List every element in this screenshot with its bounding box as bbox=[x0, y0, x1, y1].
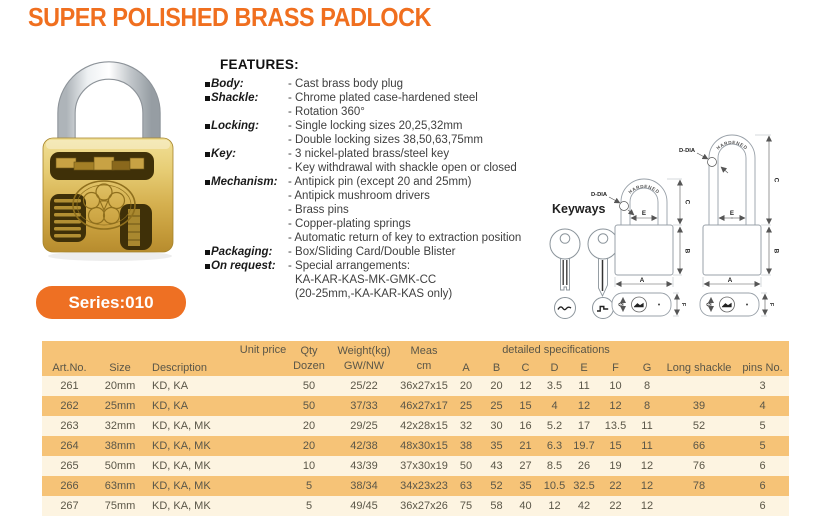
cell-g: 12 bbox=[640, 460, 654, 472]
feature-values bbox=[288, 245, 543, 259]
key-icon bbox=[588, 229, 618, 296]
padlock-bottom-view bbox=[612, 293, 686, 316]
cell-a: 32 bbox=[459, 420, 473, 432]
cell-c: 35 bbox=[519, 480, 532, 492]
feature-item bbox=[198, 175, 543, 245]
padlock-bottom-view bbox=[700, 293, 774, 316]
cell-meas: 36x27x15 bbox=[400, 380, 448, 392]
cell-meas: 48x30x15 bbox=[400, 440, 448, 452]
cell-size: 38mm bbox=[104, 440, 136, 452]
cell-d: 8.5 bbox=[546, 460, 563, 472]
cell-c: 21 bbox=[519, 440, 532, 452]
dim-c-label: C bbox=[683, 199, 691, 205]
cell-description: KD, KA, MK bbox=[152, 480, 211, 492]
dim-g-label: G bbox=[704, 302, 711, 307]
feature-item bbox=[198, 91, 543, 119]
cell-description: KD, KA bbox=[152, 380, 189, 392]
feature-item bbox=[198, 77, 543, 91]
cell-pins-no: 3 bbox=[759, 380, 766, 392]
feature-values bbox=[288, 77, 543, 91]
feature-value: - Rotation 360° bbox=[288, 106, 365, 118]
cell-weight: 42/38 bbox=[350, 440, 378, 452]
cell-c: 16 bbox=[519, 420, 532, 432]
cell-e: 32.5 bbox=[573, 480, 595, 492]
d-dia-label: D-DIA bbox=[679, 148, 696, 154]
cell-description: KD, KA bbox=[152, 400, 189, 412]
dimension-diagram-icon bbox=[535, 105, 810, 330]
spec-table bbox=[42, 341, 789, 516]
features-heading: FEATURES: bbox=[220, 57, 299, 72]
cell-g: 8 bbox=[643, 380, 651, 392]
cell-unit-price bbox=[238, 476, 288, 496]
dim-f-label: F bbox=[768, 302, 774, 307]
keyways-label: Keyways bbox=[552, 202, 606, 216]
bullet-square-icon bbox=[205, 250, 210, 255]
feature-value: - 3 nickel-plated brass/steel key bbox=[288, 148, 450, 160]
meas-line2: cm bbox=[416, 360, 432, 372]
cell-e: 26 bbox=[577, 460, 591, 472]
cell-g: 11 bbox=[641, 440, 653, 452]
cell-long-shackle: 39 bbox=[692, 400, 706, 412]
col-header-meas bbox=[398, 341, 450, 376]
col-header-unit-price: Unit price bbox=[239, 344, 287, 356]
qty-line2: Dozen bbox=[293, 360, 325, 372]
cell-a: 25 bbox=[459, 400, 473, 412]
cell-pins-no: 4 bbox=[759, 400, 766, 412]
table-row bbox=[42, 436, 789, 456]
cell-size: 63mm bbox=[104, 480, 136, 492]
cell-qty: 50 bbox=[302, 400, 316, 412]
cell-weight: 37/33 bbox=[350, 400, 378, 412]
feature-value: - Brass pins bbox=[288, 204, 349, 216]
cell-description: KD, KA, MK bbox=[152, 460, 211, 472]
col-header-f: F bbox=[612, 362, 619, 374]
cell-f: 13.5 bbox=[604, 420, 627, 432]
col-header-qty bbox=[288, 341, 330, 376]
cell-g: 12 bbox=[640, 500, 654, 512]
dim-b-label: B bbox=[683, 248, 691, 254]
feature-value: - Key withdrawal with shackle open or closed bbox=[288, 162, 517, 174]
feature-label: Locking: bbox=[211, 120, 259, 132]
col-header-detailed-specs: detailed specifications bbox=[502, 344, 610, 356]
feature-value: - Double locking sizes 38,50,63,75mm bbox=[288, 134, 483, 146]
cell-long-shackle bbox=[662, 376, 736, 396]
cell-d: 10.5 bbox=[543, 480, 566, 492]
feature-item bbox=[198, 147, 543, 175]
padlock-photo-icon bbox=[30, 58, 215, 283]
spec-table-header bbox=[42, 341, 789, 376]
cell-unit-price bbox=[238, 436, 288, 456]
cell-art-no: 266 bbox=[60, 480, 79, 492]
cell-description: KD, KA, MK bbox=[152, 500, 211, 512]
dim-a-label: A bbox=[639, 277, 645, 284]
cell-long-shackle: 76 bbox=[692, 460, 706, 472]
cell-qty: 5 bbox=[305, 480, 313, 492]
cell-e: 11 bbox=[578, 380, 590, 392]
cell-b: 30 bbox=[490, 420, 503, 432]
cell-g: 11 bbox=[641, 420, 653, 432]
meas-line1: Meas bbox=[410, 345, 438, 357]
cell-f: 10 bbox=[609, 380, 622, 392]
cell-meas: 36x27x26 bbox=[400, 500, 448, 512]
feature-values bbox=[288, 259, 543, 301]
cell-g: 8 bbox=[643, 400, 651, 412]
feature-value: - Cast brass body plug bbox=[288, 78, 404, 90]
dim-f-label: F bbox=[680, 302, 686, 307]
cell-long-shackle: 52 bbox=[692, 420, 706, 432]
feature-values bbox=[288, 147, 543, 175]
dim-b-label: B bbox=[772, 248, 780, 254]
cell-description: KD, KA, MK bbox=[152, 440, 211, 452]
cell-art-no: 263 bbox=[60, 420, 79, 432]
cell-b: 52 bbox=[490, 480, 503, 492]
cell-unit-price bbox=[238, 376, 288, 396]
cell-b: 58 bbox=[490, 500, 503, 512]
col-header-d: D bbox=[550, 362, 559, 374]
feature-label: Key: bbox=[211, 148, 236, 160]
table-row bbox=[42, 396, 789, 416]
padlock-outline-long bbox=[679, 135, 780, 287]
col-header-a: A bbox=[462, 362, 470, 374]
d-dia-label: D-DIA bbox=[591, 192, 608, 198]
cell-a: 38 bbox=[459, 440, 473, 452]
cell-c: 15 bbox=[519, 400, 532, 412]
cell-weight: 43/39 bbox=[350, 460, 378, 472]
cell-weight: 49/45 bbox=[350, 500, 378, 512]
cell-d: 3.5 bbox=[546, 380, 563, 392]
cell-meas: 37x30x19 bbox=[400, 460, 448, 472]
dim-e-label: E bbox=[641, 210, 647, 217]
cell-description: KD, KA, MK bbox=[152, 420, 211, 432]
key-icon bbox=[550, 229, 580, 290]
cell-c: 40 bbox=[519, 500, 532, 512]
cell-a: 20 bbox=[459, 380, 473, 392]
feature-label: Shackle: bbox=[211, 92, 259, 104]
weight-line2: GW/NW bbox=[343, 360, 385, 372]
bullet-square-icon bbox=[205, 82, 210, 87]
col-header-art-no: Art.No. bbox=[52, 362, 87, 374]
cell-c: 27 bbox=[519, 460, 532, 472]
cell-long-shackle: 66 bbox=[692, 440, 706, 452]
page-title: SUPER POLISHED BRASS PADLOCK bbox=[28, 2, 432, 32]
feature-item bbox=[198, 259, 543, 301]
cell-art-no: 265 bbox=[60, 460, 79, 472]
feature-label: Body: bbox=[211, 78, 244, 90]
spec-table-body bbox=[42, 376, 789, 516]
cell-qty: 20 bbox=[302, 440, 316, 452]
feature-value: - Automatic return of key to extraction position bbox=[288, 232, 522, 244]
table-row bbox=[42, 496, 789, 516]
feature-label: Mechanism: bbox=[211, 176, 278, 188]
cell-b: 43 bbox=[490, 460, 503, 472]
cell-f: 12 bbox=[609, 400, 622, 412]
cell-qty: 10 bbox=[302, 460, 316, 472]
col-header-c: C bbox=[521, 362, 530, 374]
col-header-pins-no: pins No. bbox=[742, 362, 783, 374]
feature-item bbox=[198, 119, 543, 147]
cell-pins-no: 6 bbox=[759, 500, 766, 512]
cell-e: 17 bbox=[577, 420, 591, 432]
cell-d: 5.2 bbox=[546, 420, 563, 432]
cell-qty: 50 bbox=[302, 380, 316, 392]
cell-meas: 42x28x15 bbox=[400, 420, 448, 432]
bullet-square-icon bbox=[205, 124, 210, 129]
cell-f: 15 bbox=[609, 440, 622, 452]
cell-size: 75mm bbox=[104, 500, 136, 512]
dim-e-label: E bbox=[729, 210, 735, 217]
cell-art-no: 264 bbox=[60, 440, 79, 452]
bullet-square-icon bbox=[205, 96, 210, 101]
cell-pins-no: 5 bbox=[759, 420, 766, 432]
dimension-diagram bbox=[535, 105, 810, 335]
col-header-g: G bbox=[642, 362, 652, 374]
cell-unit-price bbox=[238, 416, 288, 436]
feature-value: - Special arrangements: bbox=[288, 260, 411, 272]
cell-c: 12 bbox=[519, 380, 532, 392]
feature-value: - Antipick pin (except 20 and 25mm) bbox=[288, 176, 472, 188]
bullet-square-icon bbox=[205, 180, 210, 185]
cell-size: 20mm bbox=[104, 380, 136, 392]
col-header-description: Description bbox=[152, 362, 208, 374]
cell-art-no: 261 bbox=[60, 380, 79, 392]
cell-size: 50mm bbox=[104, 460, 136, 472]
table-row bbox=[42, 376, 789, 396]
cell-weight: 38/34 bbox=[350, 480, 378, 492]
cell-e: 12 bbox=[577, 400, 591, 412]
feature-item bbox=[198, 245, 543, 259]
cell-art-no: 267 bbox=[60, 500, 79, 512]
cell-meas: 34x23x23 bbox=[400, 480, 448, 492]
feature-value: - Single locking sizes 20,25,32mm bbox=[288, 120, 463, 132]
cell-pins-no: 6 bbox=[759, 480, 766, 492]
cell-art-no: 262 bbox=[60, 400, 79, 412]
cell-b: 25 bbox=[490, 400, 503, 412]
cell-d: 6.3 bbox=[546, 440, 563, 452]
feature-values bbox=[288, 119, 543, 147]
cell-meas: 46x27x17 bbox=[400, 400, 448, 412]
cell-weight: 25/22 bbox=[350, 380, 378, 392]
bullet-square-icon bbox=[205, 264, 210, 269]
dim-g-label: G bbox=[616, 302, 623, 307]
cell-long-shackle: 78 bbox=[692, 480, 706, 492]
dim-a-label: A bbox=[727, 277, 733, 284]
cell-unit-price bbox=[238, 456, 288, 476]
feature-value: - Box/Sliding Card/Double Blister bbox=[288, 246, 456, 258]
cell-e: 19.7 bbox=[573, 440, 595, 452]
col-header-size: Size bbox=[109, 362, 131, 374]
weight-line1: Weight(kg) bbox=[337, 345, 391, 357]
cell-g: 12 bbox=[640, 480, 654, 492]
cell-f: 22 bbox=[609, 500, 622, 512]
cell-b: 20 bbox=[490, 380, 503, 392]
cell-pins-no: 5 bbox=[759, 440, 766, 452]
cell-b: 35 bbox=[490, 440, 503, 452]
bullet-square-icon bbox=[205, 152, 210, 157]
cell-d: 12 bbox=[548, 500, 561, 512]
hardened-label: HARDENED bbox=[627, 183, 661, 195]
col-header-b: B bbox=[492, 362, 501, 374]
hardened-label: HARDENED bbox=[715, 139, 749, 151]
series-badge: Series:010 bbox=[36, 286, 186, 319]
cell-d: 4 bbox=[551, 400, 558, 412]
feature-value: - Copper-plating springs bbox=[288, 218, 411, 230]
padlock-photo bbox=[30, 58, 215, 288]
cell-long-shackle bbox=[662, 496, 736, 516]
cell-pins-no: 6 bbox=[759, 460, 766, 472]
col-header-e: E bbox=[580, 362, 588, 374]
table-row bbox=[42, 456, 789, 476]
cell-unit-price bbox=[238, 396, 288, 416]
feature-values bbox=[288, 91, 543, 119]
cell-qty: 20 bbox=[302, 420, 316, 432]
cell-qty: 5 bbox=[305, 500, 313, 512]
qty-line1: Qty bbox=[300, 345, 318, 357]
cell-a: 75 bbox=[459, 500, 473, 512]
cell-a: 50 bbox=[459, 460, 473, 472]
cell-size: 25mm bbox=[104, 400, 136, 412]
feature-values bbox=[288, 175, 543, 245]
feature-value: (20-25mm,-KA-KAR-KAS only) bbox=[295, 288, 453, 300]
features-list bbox=[198, 77, 543, 301]
col-header-weight bbox=[330, 341, 398, 376]
features-section bbox=[198, 57, 543, 301]
table-row bbox=[42, 416, 789, 436]
cell-f: 19 bbox=[609, 460, 622, 472]
feature-value: KA-KAR-KAS-MK-GMK-CC bbox=[295, 274, 437, 286]
keyway-profile-icon bbox=[555, 298, 576, 319]
cell-f: 22 bbox=[609, 480, 622, 492]
dim-c-label: C bbox=[772, 177, 780, 183]
feature-label: On request: bbox=[211, 260, 276, 272]
cell-e: 42 bbox=[577, 500, 591, 512]
table-row bbox=[42, 476, 789, 496]
cell-unit-price bbox=[238, 496, 288, 516]
feature-value: - Chrome plated case-hardened steel bbox=[288, 92, 478, 104]
keyway-profile-icon bbox=[593, 298, 614, 319]
col-header-long-shackle: Long shackle bbox=[666, 362, 732, 374]
cell-a: 63 bbox=[459, 480, 473, 492]
feature-value: - Antipick mushroom drivers bbox=[288, 190, 430, 202]
cell-size: 32mm bbox=[104, 420, 136, 432]
feature-label: Packaging: bbox=[211, 246, 273, 258]
cell-weight: 29/25 bbox=[350, 420, 378, 432]
